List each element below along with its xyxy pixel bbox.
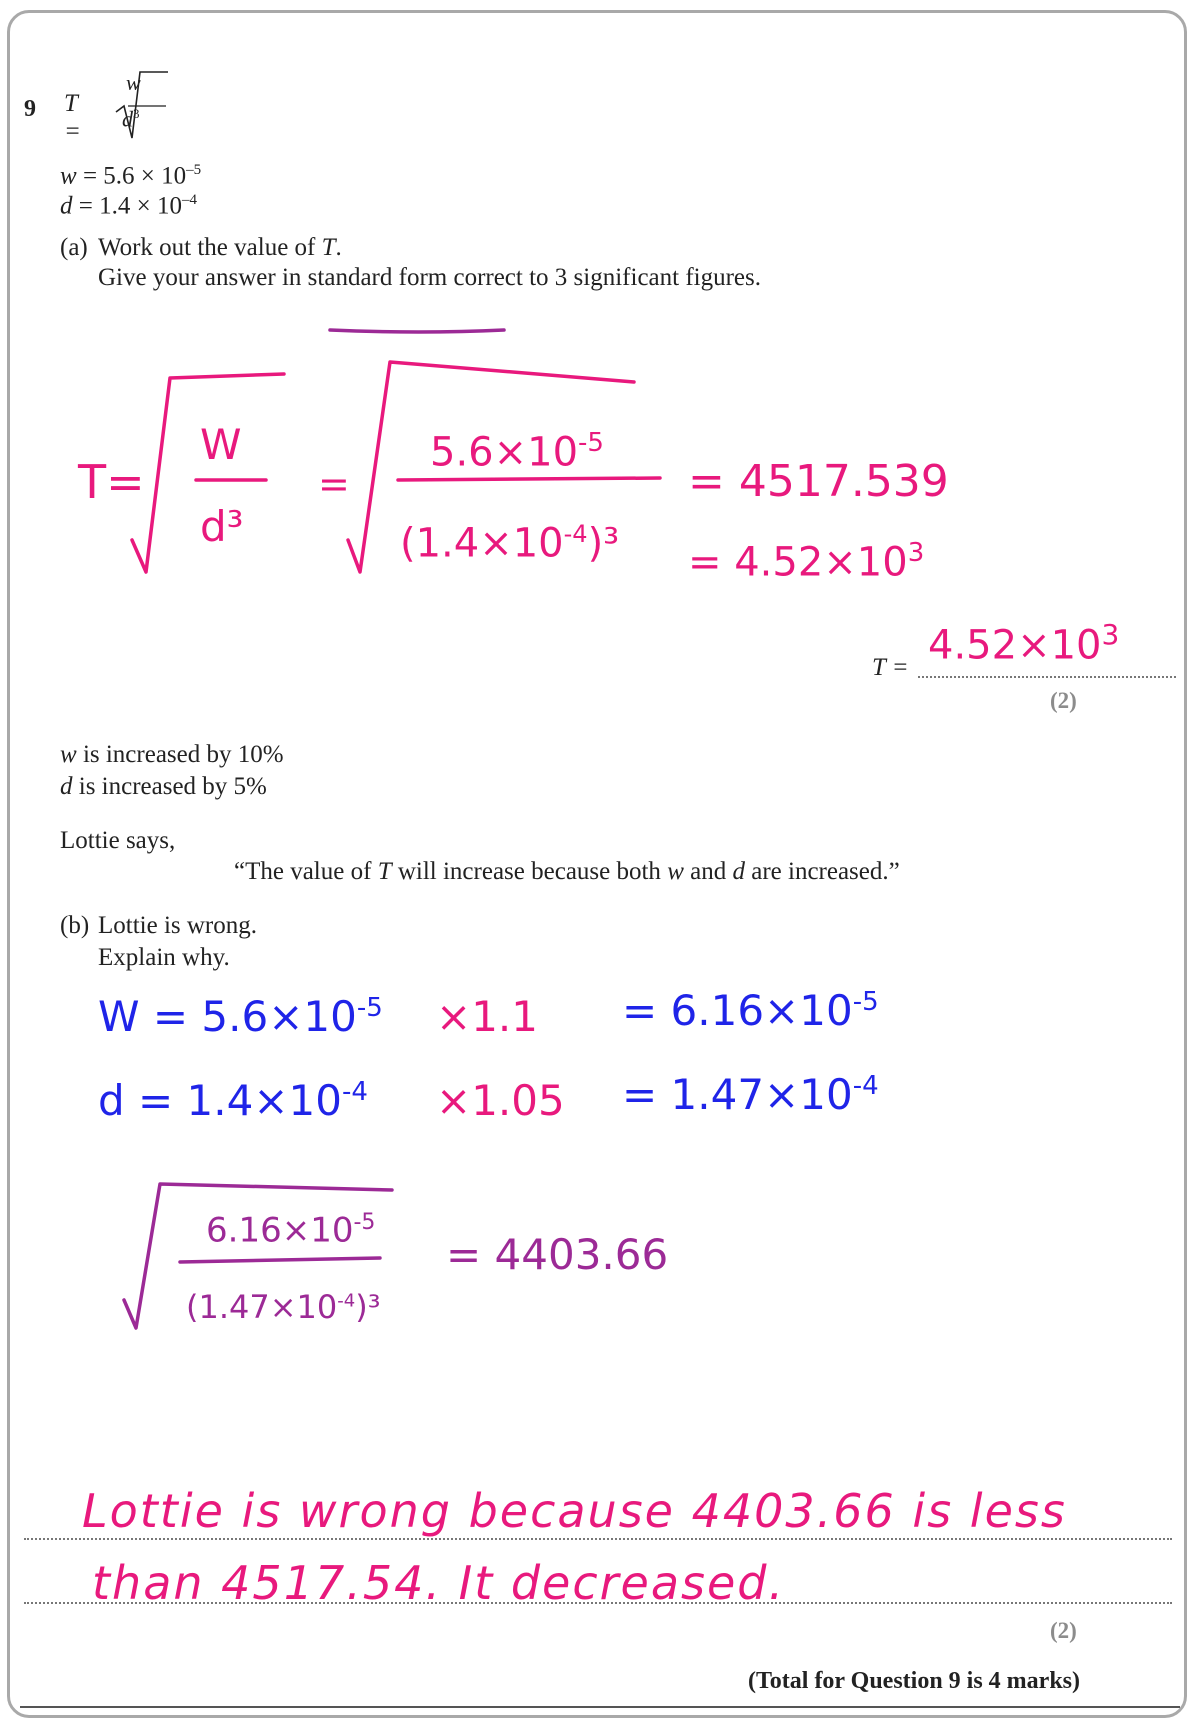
- work-a-result2: = $4.52\times 10^3$: [688, 538, 925, 586]
- work-b-d-lhs: $d = 1.4\times 10^{-4}$: [98, 1076, 368, 1125]
- work-b-w-mult: ×1.1: [436, 992, 538, 1041]
- work-a-t-label: T=: [78, 455, 145, 509]
- context-d: d is increased by 5%: [60, 773, 267, 800]
- formula-lhs: T =: [64, 90, 81, 145]
- marks-a: (2): [1050, 688, 1077, 713]
- work-a-eq: =: [318, 462, 350, 506]
- given-w: $w = 5.6 \times 10^{-5}$: [60, 162, 202, 190]
- radical-a2: [348, 362, 634, 572]
- answer-b-text-2: than 4517.54. It decreased.: [92, 1556, 786, 1610]
- part-b-line2: Explain why.: [98, 944, 230, 971]
- marks-b: (2): [1050, 1618, 1077, 1643]
- work-b-sqrt-num: $6.16\times 10^{-5}$: [206, 1210, 376, 1251]
- work-b-w-lhs: $W = 5.6\times 10^{-5}$: [98, 992, 383, 1041]
- part-a-line1: Work out the value of T.: [98, 234, 342, 261]
- question-number: 9: [24, 96, 36, 122]
- question-total: (Total for Question 9 is 4 marks): [747, 1668, 1080, 1694]
- given-d: $d = 1.4 \times 10^{-4}$: [60, 192, 197, 220]
- work-b-d-mult: ×1.05: [436, 1076, 565, 1125]
- fraction-bar-a2: [398, 478, 660, 480]
- work-a-w: W: [200, 420, 242, 469]
- work-b-sqrt-result: = 4403.66: [446, 1230, 669, 1279]
- lottie-quote: “The value of T will increase because both w and d are increased.”: [234, 858, 900, 885]
- part-a-line2: Give your answer in standard form correct to 3 significant figures.: [98, 264, 762, 291]
- work-b-w-rhs: = $6.16\times 10^{-5}$: [622, 986, 879, 1035]
- part-a-label: (a): [60, 234, 88, 261]
- part-b-line1: Lottie is wrong.: [98, 912, 258, 939]
- formula-radical: [116, 72, 168, 138]
- formula-denominator: $d^3$: [122, 106, 140, 132]
- work-b-d-rhs: = $1.47\times 10^{-4}$: [622, 1070, 879, 1119]
- answer-a-value: $4.52\times 10^3$: [928, 618, 1120, 669]
- work-a-num: $5.6\times 10^{-5}$: [430, 428, 604, 476]
- work-a-d3: d³: [200, 502, 244, 551]
- answer-b-text-1: Lottie is wrong because 4403.66 is less: [82, 1484, 1067, 1538]
- part-b-label: (b): [60, 912, 90, 939]
- radical-b: [124, 1184, 392, 1328]
- answer-a-label: T =: [872, 654, 909, 681]
- lottie-says: Lottie says,: [60, 827, 176, 854]
- work-a-den: $(1.4\times 10^{-4})^3$: [400, 520, 620, 567]
- formula-numerator: w: [126, 70, 141, 95]
- context-w: w is increased by 10%: [60, 741, 284, 768]
- radical-a1: [132, 374, 284, 572]
- fraction-bar-b: [180, 1258, 380, 1262]
- work-a-result1: = 4517.539: [688, 456, 949, 507]
- work-b-sqrt-den: $(1.47\times 10^{-4})^3$: [186, 1288, 381, 1326]
- standard-form-underline: [330, 330, 504, 332]
